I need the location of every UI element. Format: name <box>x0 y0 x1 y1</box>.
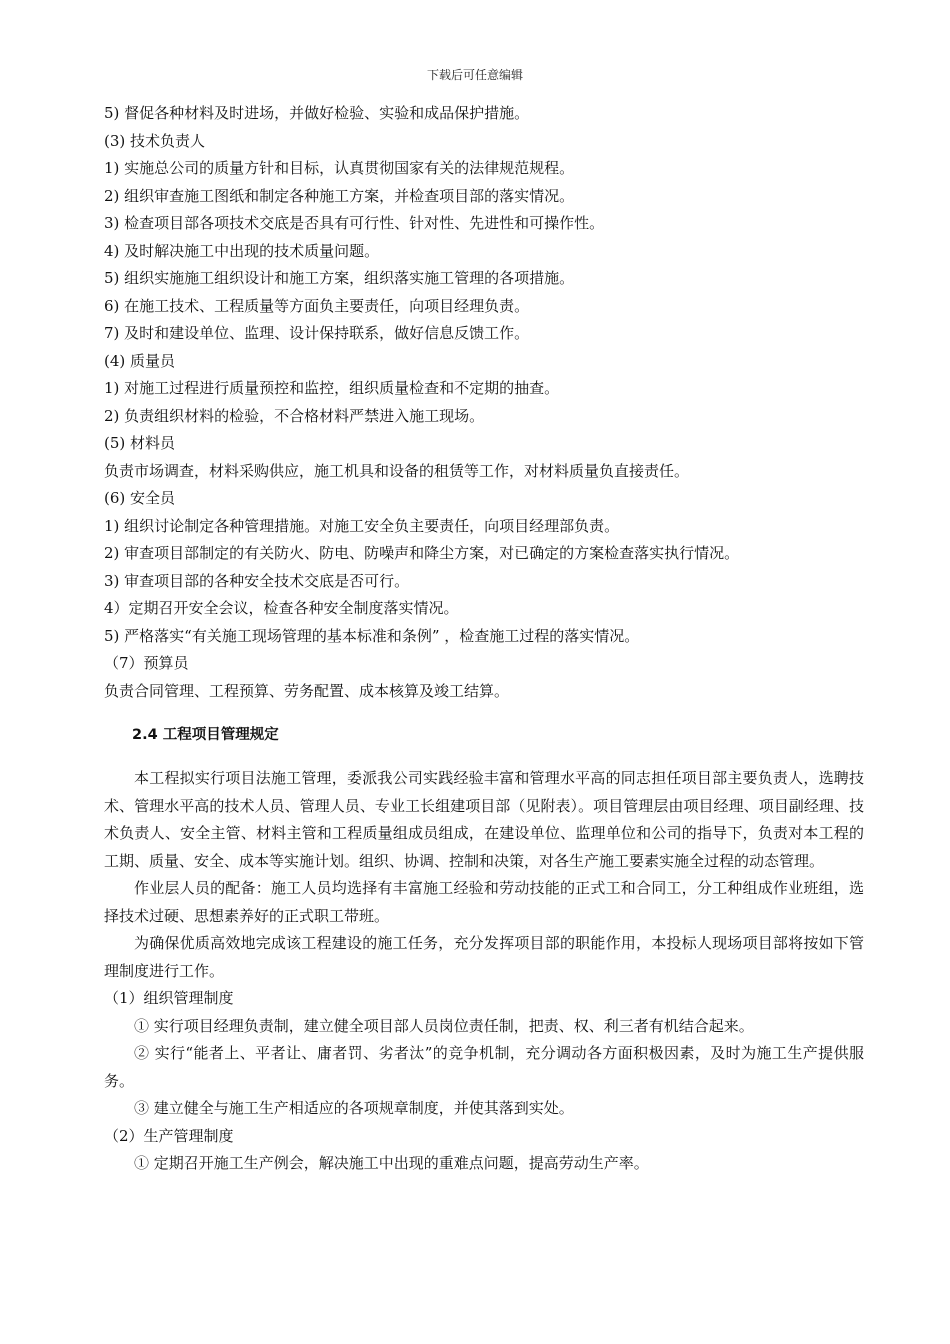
list-item: ① 实行项目经理负责制，建立健全项目部人员岗位责任制，把责、权、利三者有机结合起来。 <box>134 1016 754 1035</box>
subsection-title: (4) 质量员 <box>104 351 176 370</box>
document-body <box>104 100 864 1178</box>
list-item: 6) 在施工技术、工程质量等方面负主要责任，向项目经理负责。 <box>104 296 530 315</box>
list-item: 7) 及时和建设单位、监理、设计保持联系，做好信息反馈工作。 <box>104 324 530 342</box>
list-item: 3) 审查项目部的各种安全技术交底是否可行。 <box>104 571 410 590</box>
list-item: 4) 及时解决施工中出现的技术质量问题。 <box>104 241 380 260</box>
paragraph: 本工程拟实行项目法施工管理，委派我公司实践经验丰富和管理水平高的同志担任项目部主要负责人，选聘技术、管理水平高的技术人员、管理人员、专业工长组建项目部（见附表）。项目管理层由项目经理、项目副经理、技术负责人、安全主管、材料主管和工程质量组成员组成，在建设单位、监理单位和公司的指导下，负责对本工程的工期、质量、安全、成本等实施计划。组织、协调、控制和决策，对各生产施工要素实施全过程的动态管理。 <box>104 769 864 870</box>
list-item: 2) 组织审查施工图纸和制定各种施工方案，并检查项目部的落实情况。 <box>104 186 575 205</box>
list-item: ③ 建立健全与施工生产相适应的各项规章制度，并使其落到实处。 <box>134 1099 574 1117</box>
subsection-title: (3) 技术负责人 <box>104 131 206 150</box>
list-item: 5) 组织实施施工组织设计和施工方案，组织落实施工管理的各项措施。 <box>104 269 575 287</box>
list-item: 5) 严格落实“有关施工现场管理的基本标准和条例” ，检查施工过程的落实情况。 <box>104 626 640 645</box>
list-item: 负责市场调查，材料采购供应，施工机具和设备的租赁等工作，对材料质量负直接责任。 <box>104 461 690 480</box>
list-item: 4）定期召开安全会议，检查各种安全制度落实情况。 <box>104 599 459 617</box>
list-item: 2) 负责组织材料的检验，不合格材料严禁进入施工现场。 <box>104 406 485 425</box>
list-item: 1) 实施总公司的质量方针和目标，认真贯彻国家有关的法律规范规程。 <box>104 159 575 177</box>
page-header: 下载后可任意编辑 <box>426 68 523 82</box>
subsection-title: (6) 安全员 <box>104 489 176 507</box>
list-item: ① 定期召开施工生产例会，解决施工中出现的重难点问题，提高劳动生产率。 <box>134 1154 649 1172</box>
list-item: ② 实行“能者上、平者让、庸者罚、劣者汰”的竞争机制，充分调动各方面积极因素，及时为施工生产提供服务。 <box>104 1044 864 1090</box>
subsection-title: (5) 材料员 <box>104 434 176 452</box>
list-item: 1) 组织讨论制定各种管理措施。对施工安全负主要责任，向项目经理部负责。 <box>104 516 620 535</box>
list-item: 2) 审查项目部制定的有关防火、防电、防噪声和降尘方案，对已确定的方案检查落实执行情况。 <box>104 544 740 562</box>
subsection-title: （7）预算员 <box>104 654 189 672</box>
list-item: 5) 督促各种材料及时进场，并做好检验、实验和成品保护措施。 <box>104 104 530 122</box>
paragraph: 作业层人员的配备：施工人员均选择有丰富施工经验和劳动技能的正式工和合同工，分工种组成作业班组，选择技术过硬、思想素养好的正式职工带班。 <box>104 879 864 925</box>
subsection-title: （1）组织管理制度 <box>104 989 234 1007</box>
paragraph: 为确保优质高效地完成该工程建设的施工任务，充分发挥项目部的职能作用，本投标人现场项目部将按如下管理制度进行工作。 <box>104 934 864 980</box>
list-item: 3) 检查项目部各项技术交底是否具有可行性、针对性、先进性和可操作性。 <box>104 214 605 232</box>
section-heading: 2.4 工程项目管理规定 <box>132 727 279 743</box>
list-item: 1) 对施工过程进行质量预控和监控，组织质量检查和不定期的抽查。 <box>104 379 560 397</box>
list-item: 负责合同管理、工程预算、劳务配置、成本核算及竣工结算。 <box>104 681 510 700</box>
subsection-title: （2）生产管理制度 <box>104 1126 234 1145</box>
